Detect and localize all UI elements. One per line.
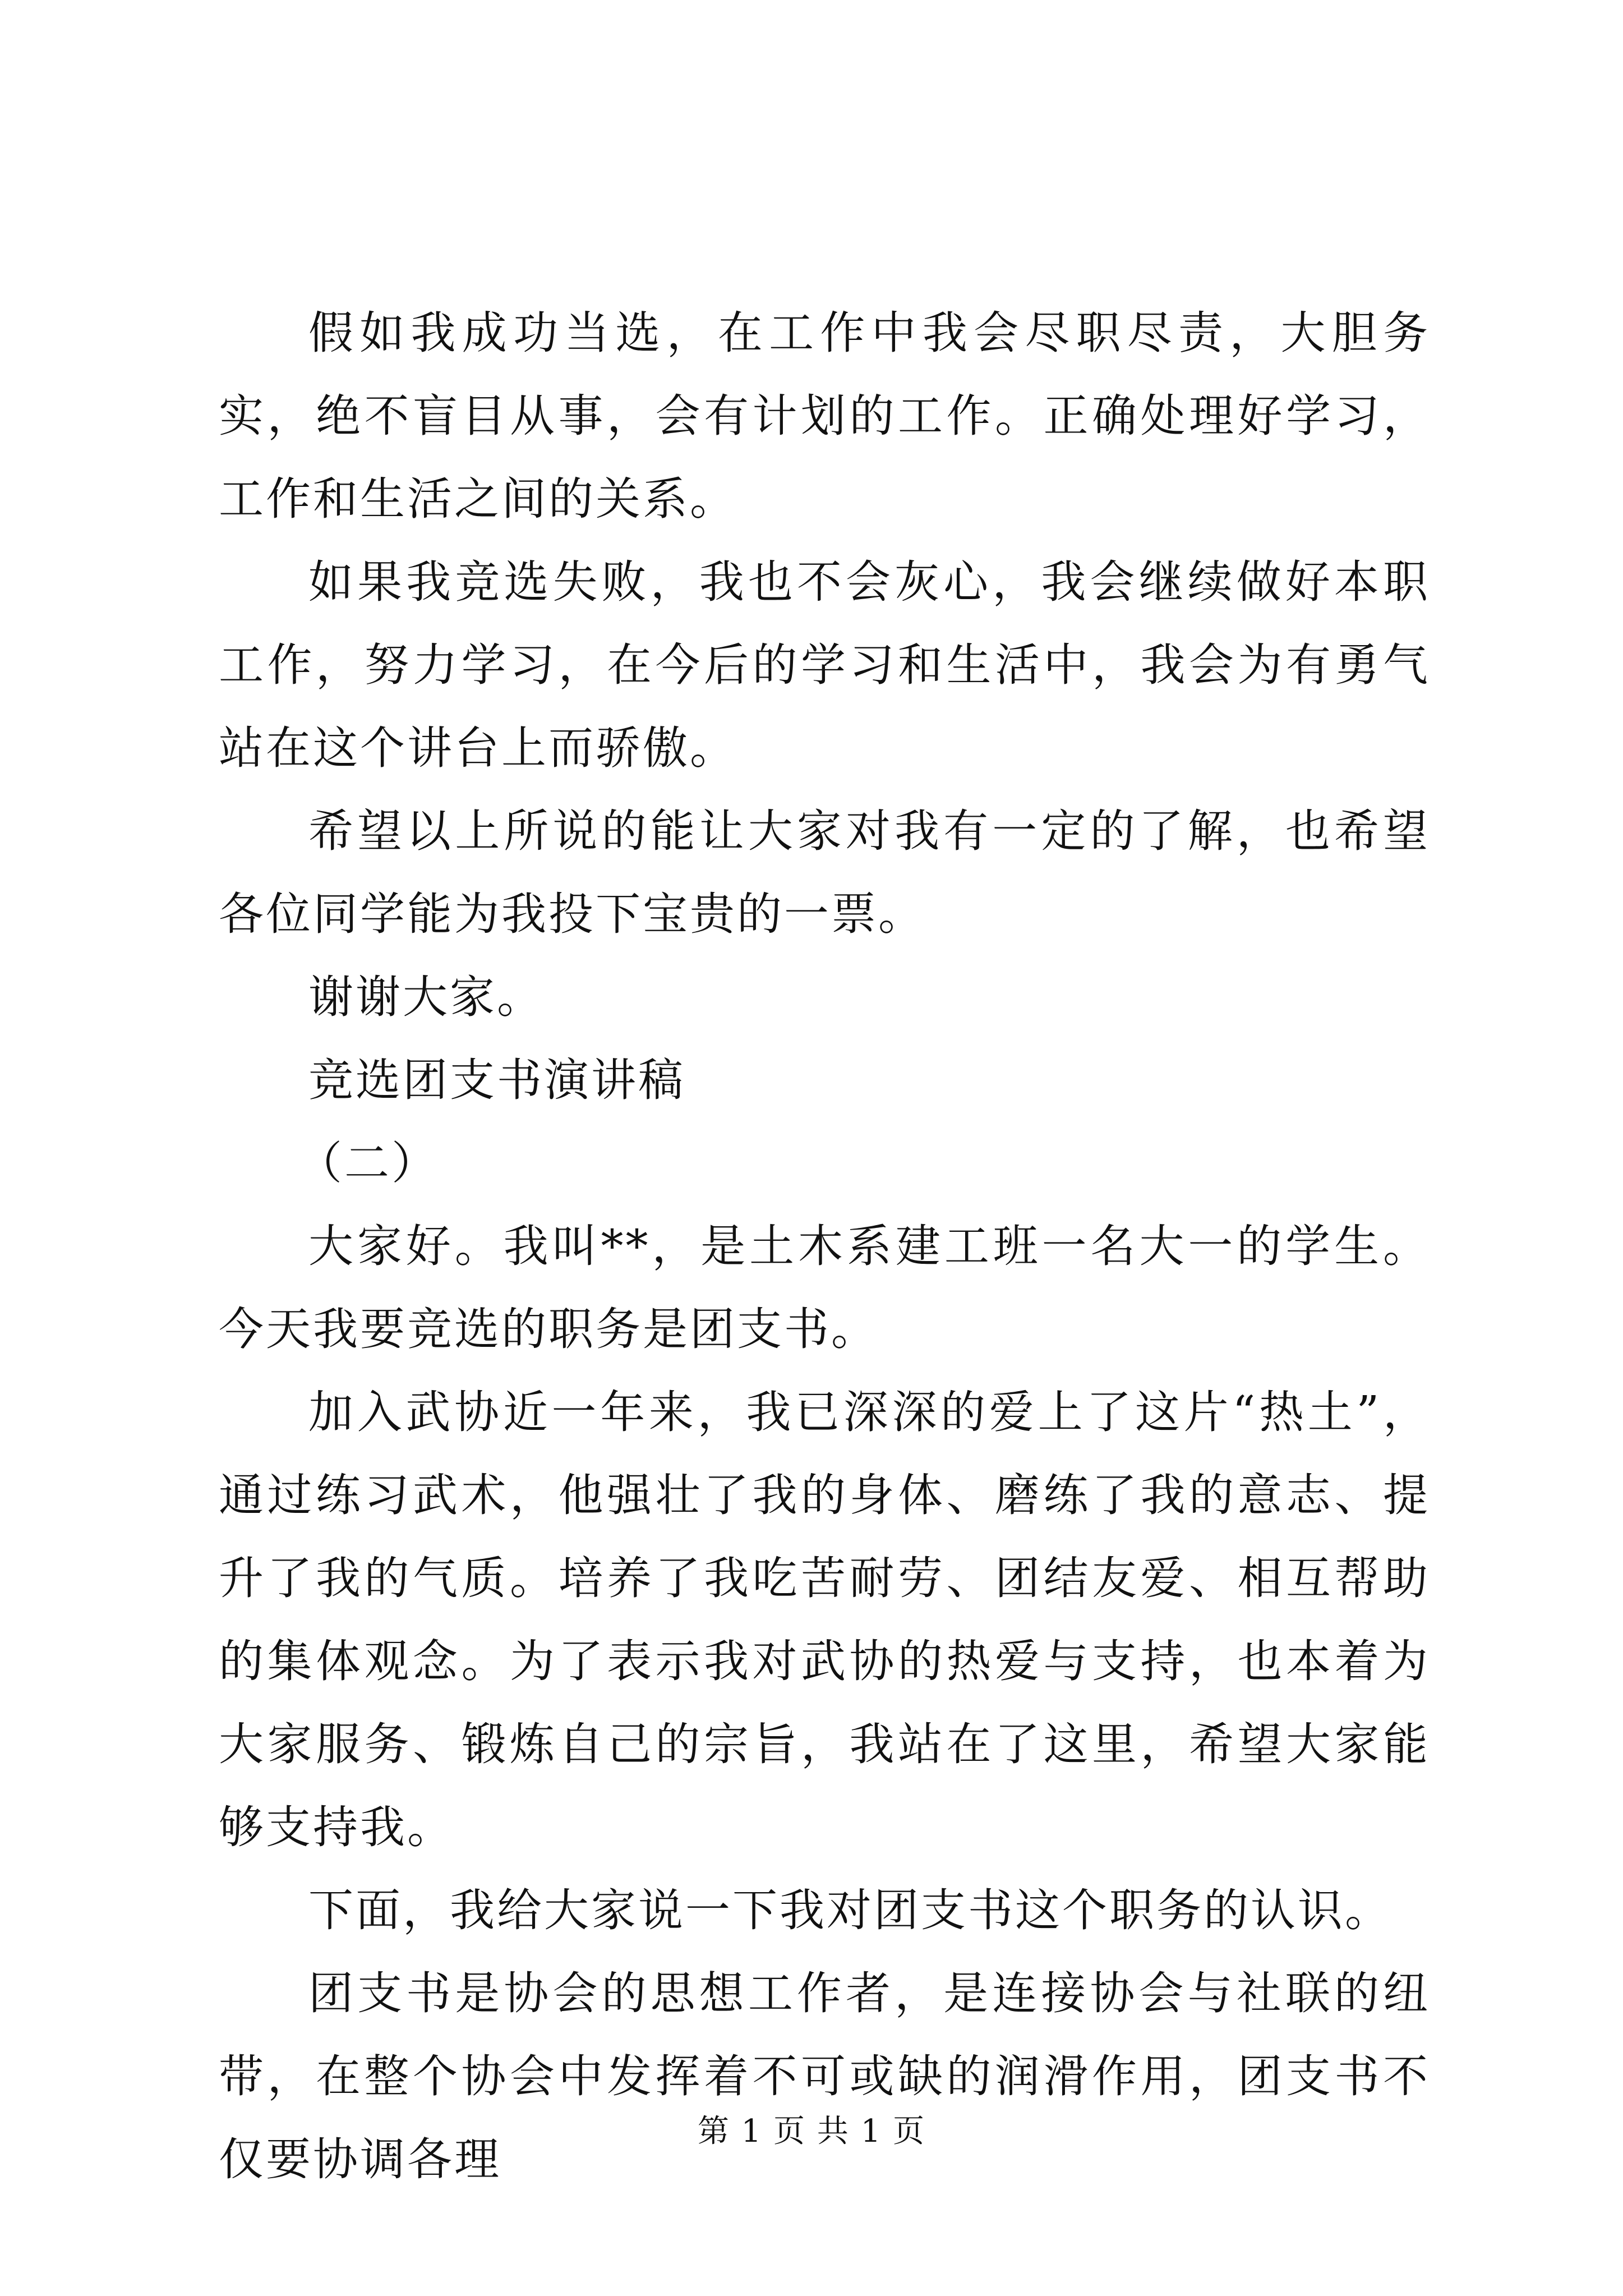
paragraph-thanks: 谢谢大家。 — [308, 971, 544, 1023]
paragraph-if-lost: 如果我竞选失败，我也不会灰心，我会继续做好本职工作，努力学习，在今后的学习和生活中，我会为有勇气站在这个讲台上而骄傲。 — [219, 556, 1430, 774]
section-title: 竞选团支书演讲稿 — [308, 1054, 685, 1106]
paragraph-if-elected: 假如我成功当选，在工作中我会尽职尽责，大胆务实，绝不盲目从事，会有计划的工作。正确处理好学习，工作和生活之间的关系。 — [219, 307, 1430, 525]
paragraph-role-intro: 下面，我给大家说一下我对团支书这个职务的认识。 — [308, 1884, 1392, 1936]
section-number: （二） — [297, 1137, 439, 1189]
page-footer: 第 1 页 共 1 页 — [697, 2113, 926, 2150]
document-body — [219, 292, 1430, 2201]
paragraph-hope: 希望以上所说的能让大家对我有一定的了解，也希望各位同学能为我投下宝贵的一票。 — [219, 805, 1430, 940]
paragraph-role-description: 团支书是协会的思想工作者，是连接协会与社联的纽带，在整个协会中发挥着不可或缺的润滑作用，团支书不仅要协调各理 — [219, 1967, 1430, 2185]
paragraph-greeting: 大家好。我叫**，是土木系建工班一名大一的学生。今天我要竞选的职务是团支书。 — [219, 1220, 1430, 1355]
paragraph-martial-arts: 加入武协近一年来，我已深深的爱上了这片“热土”，通过练习武术，他强壮了我的身体、磨练了我的意志、提升了我的气质。培养了我吃苦耐劳、团结友爱、相互帮助的集体观念。为了表示我对武协的热爱与支持，也本着为大家服务、锻炼自己的宗旨，我站在了这里，希望大家能够支持我。 — [219, 1386, 1430, 1853]
